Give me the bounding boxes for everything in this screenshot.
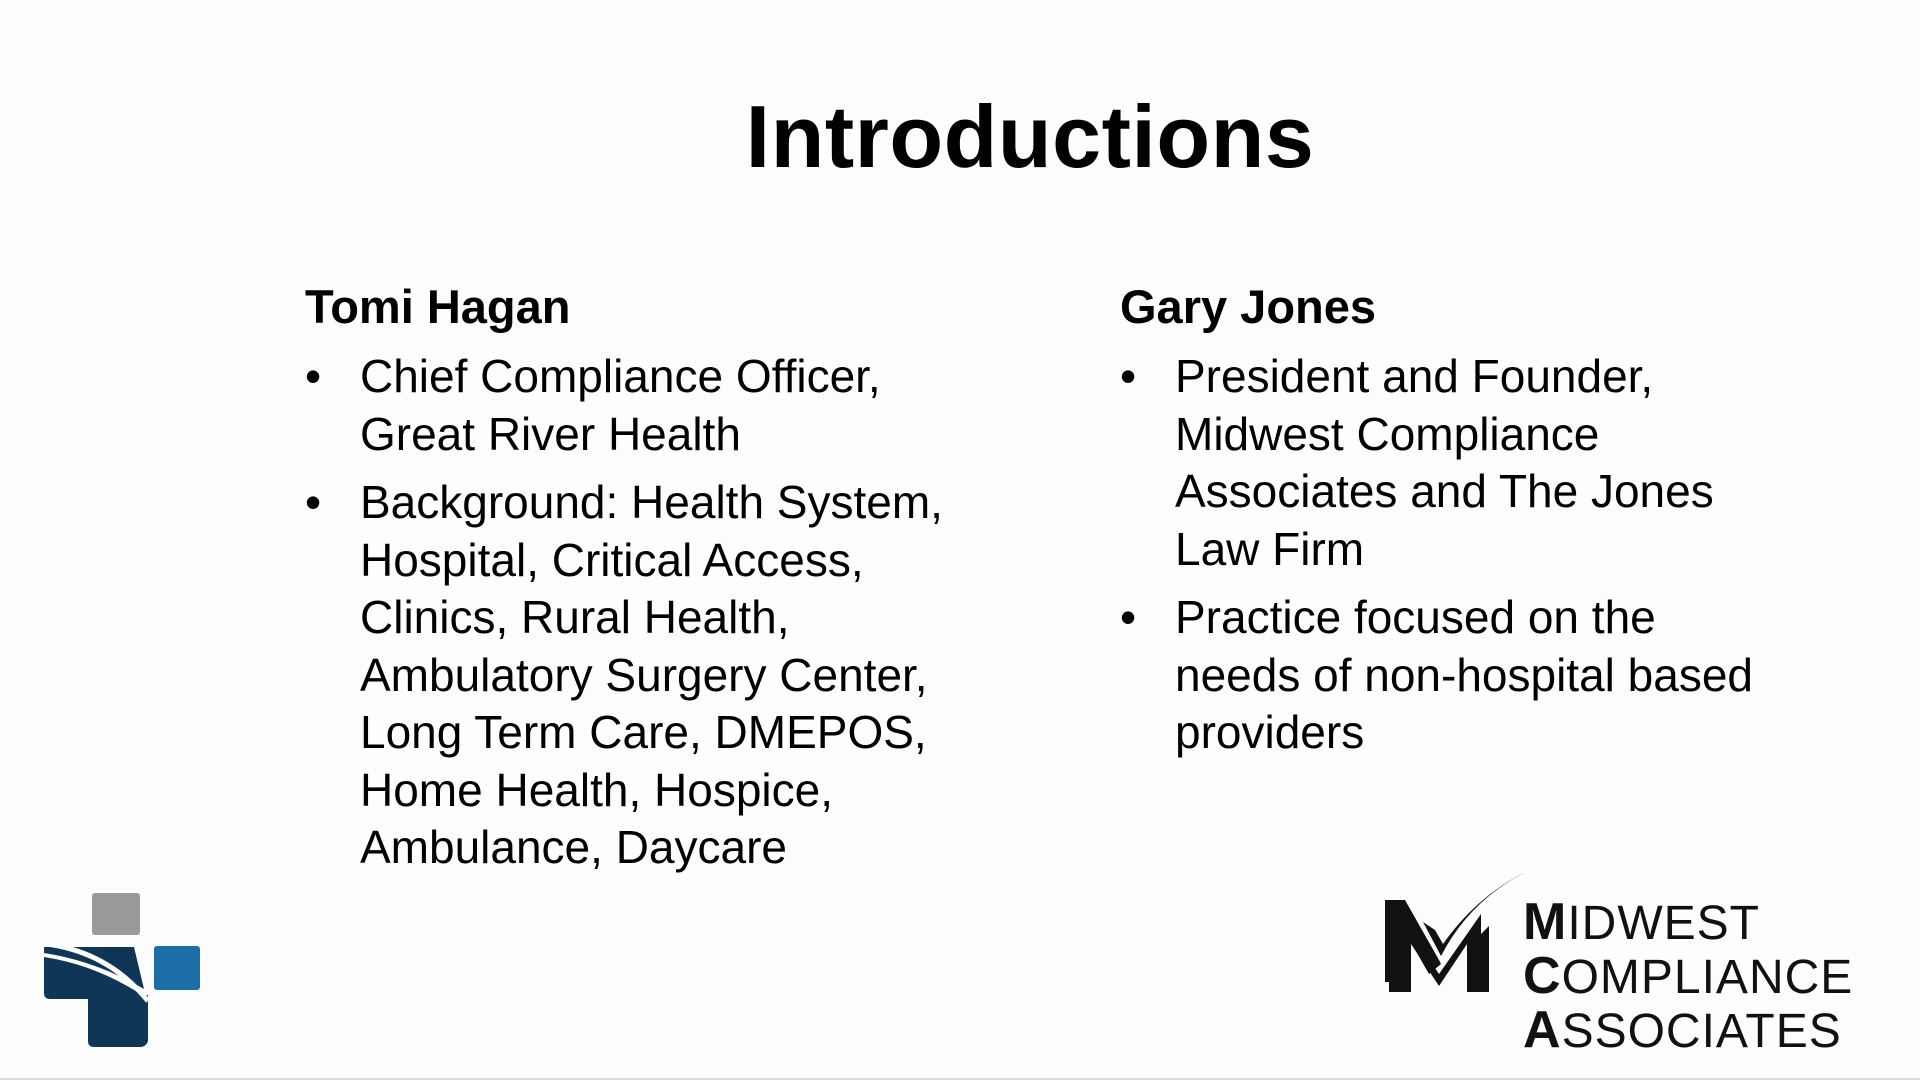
bullet-dot: • bbox=[305, 350, 322, 402]
presenter-name-right: Gary Jones bbox=[1120, 280, 1377, 333]
mca-line bbox=[1523, 893, 1853, 951]
bullet-line: Ambulatory Surgery Center, bbox=[360, 648, 928, 701]
bullet-line: Chief Compliance Officer, bbox=[360, 350, 881, 402]
mca-rest: OMPLIANCE bbox=[1561, 951, 1854, 1004]
bullet-line: needs of non-hospital based bbox=[1175, 648, 1753, 701]
bullet-line: President and Founder, bbox=[1175, 350, 1654, 402]
check-m-logo-icon bbox=[1383, 864, 1523, 994]
mca-wordmark bbox=[1523, 893, 1854, 1059]
mca-line bbox=[1523, 947, 1854, 1005]
slide-title: Introductions bbox=[745, 87, 1315, 186]
bullet-line: Associates and The Jones bbox=[1175, 465, 1714, 517]
mca-initial: M bbox=[1523, 893, 1568, 951]
bullet-line: Clinics, Rural Health, bbox=[360, 591, 790, 643]
bullet-line: Law Firm bbox=[1175, 522, 1365, 575]
cross-right-square-icon bbox=[154, 946, 200, 990]
cross-top-square-icon bbox=[92, 893, 140, 935]
bullet-line: Home Health, Hospice, bbox=[360, 763, 833, 816]
bullet-line: Midwest Compliance bbox=[1175, 407, 1600, 460]
bullet-line: Long Term Care, DMEPOS, bbox=[360, 706, 927, 758]
bullet-item bbox=[305, 474, 1005, 877]
mca-line bbox=[1523, 1001, 1853, 1059]
bullet-item bbox=[1120, 589, 1820, 762]
bullet-line: Ambulance, Daycare bbox=[360, 821, 787, 873]
right-column bbox=[1120, 278, 1820, 773]
presenter-name-left: Tomi Hagan bbox=[305, 280, 571, 333]
bullet-dot: • bbox=[1120, 350, 1137, 402]
bullet-item bbox=[1120, 348, 1820, 578]
mca-rest: SSOCIATES bbox=[1561, 1005, 1842, 1058]
mca-initial: C bbox=[1523, 947, 1562, 1005]
mca-initial: A bbox=[1523, 1001, 1562, 1059]
bullet-line: providers bbox=[1175, 706, 1365, 758]
cross-logo-svg bbox=[36, 891, 202, 1047]
left-column bbox=[305, 278, 1005, 888]
bullet-line: Great River Health bbox=[360, 407, 741, 460]
mca-rest: IDWEST bbox=[1567, 897, 1760, 950]
bullet-line: Background: Health System, bbox=[360, 476, 943, 528]
bullet-dot: • bbox=[305, 476, 322, 528]
bullet-list-left bbox=[305, 348, 1005, 877]
bullet-list-right bbox=[1120, 348, 1820, 762]
medical-cross-logo-icon bbox=[36, 891, 202, 1047]
mca-logo bbox=[1383, 864, 1868, 1059]
bullet-item bbox=[305, 348, 1005, 463]
bullet-dot: • bbox=[1120, 591, 1137, 643]
bullet-line: Hospital, Critical Access, bbox=[360, 533, 864, 586]
bullet-line: Practice focused on the bbox=[1175, 591, 1656, 643]
